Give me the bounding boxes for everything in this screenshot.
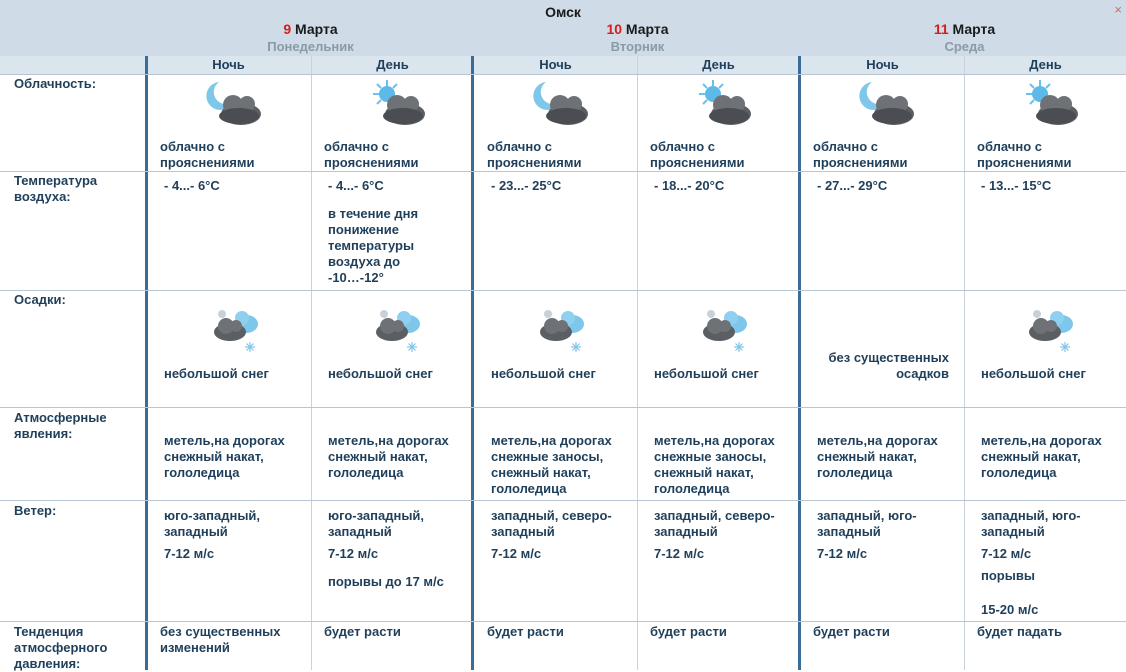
- precipitation-text: небольшой снег: [328, 366, 433, 381]
- snow-cloud-icon: [536, 306, 590, 354]
- period-label: День: [376, 57, 409, 72]
- pressure-trend: будет расти: [324, 624, 401, 639]
- close-icon[interactable]: ×: [1114, 2, 1122, 17]
- pressure-trend: будет расти: [650, 624, 727, 639]
- snow-cloud-icon: [210, 306, 264, 354]
- column-divider: [964, 56, 965, 670]
- period-label: День: [702, 57, 735, 72]
- row-divider: [0, 171, 1126, 172]
- row-label-cloudiness: Облачность:: [14, 76, 97, 91]
- period-header: [0, 56, 1126, 74]
- day-number: 9: [283, 21, 292, 37]
- wind-gust: порывы до 17 м/с: [328, 574, 444, 589]
- period-label: Ночь: [539, 57, 572, 72]
- day-month: Марта: [625, 21, 669, 37]
- day-number: 11: [933, 21, 949, 37]
- row-label-pressure: Тенденция атмосферного давления:: [14, 624, 108, 671]
- temperature-value: - 4...- 6°С: [164, 178, 220, 193]
- phenomena-text: метель,на дорогах снежный накат, гололедица: [328, 433, 449, 480]
- wind-speed: 7-12 м/с: [491, 546, 542, 561]
- day-divider: [798, 56, 801, 670]
- temperature-value: - 23...- 25°С: [491, 178, 562, 193]
- precipitation-text: небольшой снег: [164, 366, 269, 381]
- wind-direction: западный, северо-западный: [654, 508, 775, 539]
- cloud-text: облачно с прояснениями: [487, 139, 582, 170]
- wind-direction: юго-западный, западный: [328, 508, 425, 539]
- day-header-1: [147, 21, 474, 54]
- row-divider: [0, 407, 1126, 408]
- day-month: Марта: [295, 21, 338, 37]
- cloud-text: облачно с прояснениями: [813, 139, 908, 170]
- wind-gust: порывы: [981, 568, 1035, 583]
- city-name: Омск: [545, 4, 581, 20]
- temperature-value: - 4...- 6°С: [328, 178, 384, 193]
- phenomena-text: метель,на дорогах снежные заносы, снежный накат, гололедица: [654, 433, 775, 496]
- wind-gust-value: 15-20 м/с: [981, 602, 1039, 617]
- precipitation-text: небольшой снег: [654, 366, 759, 381]
- day-weekday: Понедельник: [267, 39, 354, 54]
- day-weekday: Среда: [944, 39, 985, 54]
- row-label-phenomena: Атмосферные явления:: [14, 410, 107, 441]
- day-divider: [145, 56, 148, 670]
- day-month: Марта: [952, 21, 996, 37]
- column-divider: [311, 56, 312, 670]
- wind-speed: 7-12 м/с: [654, 546, 705, 561]
- phenomena-text: метель,на дорогах снежные заносы, снежный накат, гололедица: [491, 433, 612, 496]
- wind-direction: западный, юго-западный: [981, 508, 1081, 539]
- row-label-precipitation: Осадки:: [14, 292, 66, 307]
- cloud-text: облачно с прояснениями: [650, 139, 745, 170]
- day-header-3: [801, 21, 1126, 54]
- wind-speed: 7-12 м/с: [164, 546, 215, 561]
- day-weekday: Вторник: [610, 39, 665, 54]
- row-divider: [0, 500, 1126, 501]
- wind-speed: 7-12 м/с: [817, 546, 868, 561]
- pressure-trend: без существенных изменений: [160, 624, 281, 655]
- pressure-trend: будет расти: [487, 624, 564, 639]
- wind-direction: юго-западный, западный: [164, 508, 261, 539]
- period-label: Ночь: [866, 57, 899, 72]
- pressure-trend: будет падать: [977, 624, 1062, 639]
- sun-cloud-icon: [1020, 78, 1082, 130]
- day-divider: [471, 56, 474, 670]
- phenomena-text: метель,на дорогах снежный накат, гололедица: [981, 433, 1102, 480]
- moon-cloud-icon: [203, 78, 265, 130]
- wind-direction: западный, северо-западный: [491, 508, 612, 539]
- cloud-text: облачно с прояснениями: [977, 139, 1072, 170]
- forecast-header: [0, 0, 1126, 56]
- snow-cloud-icon: [699, 306, 753, 354]
- wind-direction: западный, юго-западный: [817, 508, 917, 539]
- day-header-2: [474, 21, 801, 54]
- precipitation-text: небольшой снег: [491, 366, 596, 381]
- temperature-note: в течение дня понижение температуры воздуха до -10…-12°: [328, 206, 419, 285]
- cloud-text: облачно с прояснениями: [160, 139, 255, 170]
- cloud-text: облачно с прояснениями: [324, 139, 419, 170]
- precipitation-text: небольшой снег: [981, 366, 1086, 381]
- phenomena-text: метель,на дорогах снежный накат, гололедица: [817, 433, 938, 480]
- row-divider: [0, 74, 1126, 75]
- period-label: Ночь: [212, 57, 245, 72]
- wind-speed: 7-12 м/с: [981, 546, 1032, 561]
- phenomena-text: метель,на дорогах снежный накат, гололедица: [164, 433, 285, 480]
- wind-speed: 7-12 м/с: [328, 546, 379, 561]
- snow-cloud-icon: [1025, 306, 1079, 354]
- day-number: 10: [606, 21, 623, 37]
- precipitation-text: без существенных осадков: [828, 350, 949, 381]
- row-divider: [0, 621, 1126, 622]
- pressure-trend: будет расти: [813, 624, 890, 639]
- sun-cloud-icon: [693, 78, 755, 130]
- sun-cloud-icon: [367, 78, 429, 130]
- row-label-wind: Ветер:: [14, 503, 57, 518]
- temperature-value: - 13...- 15°С: [981, 178, 1052, 193]
- column-divider: [637, 56, 638, 670]
- temperature-value: - 27...- 29°С: [817, 178, 888, 193]
- snow-cloud-icon: [372, 306, 426, 354]
- row-label-temperature: Температура воздуха:: [14, 173, 98, 204]
- moon-cloud-icon: [530, 78, 592, 130]
- row-divider: [0, 290, 1126, 291]
- period-label: День: [1029, 57, 1062, 72]
- temperature-value: - 18...- 20°С: [654, 178, 725, 193]
- moon-cloud-icon: [856, 78, 918, 130]
